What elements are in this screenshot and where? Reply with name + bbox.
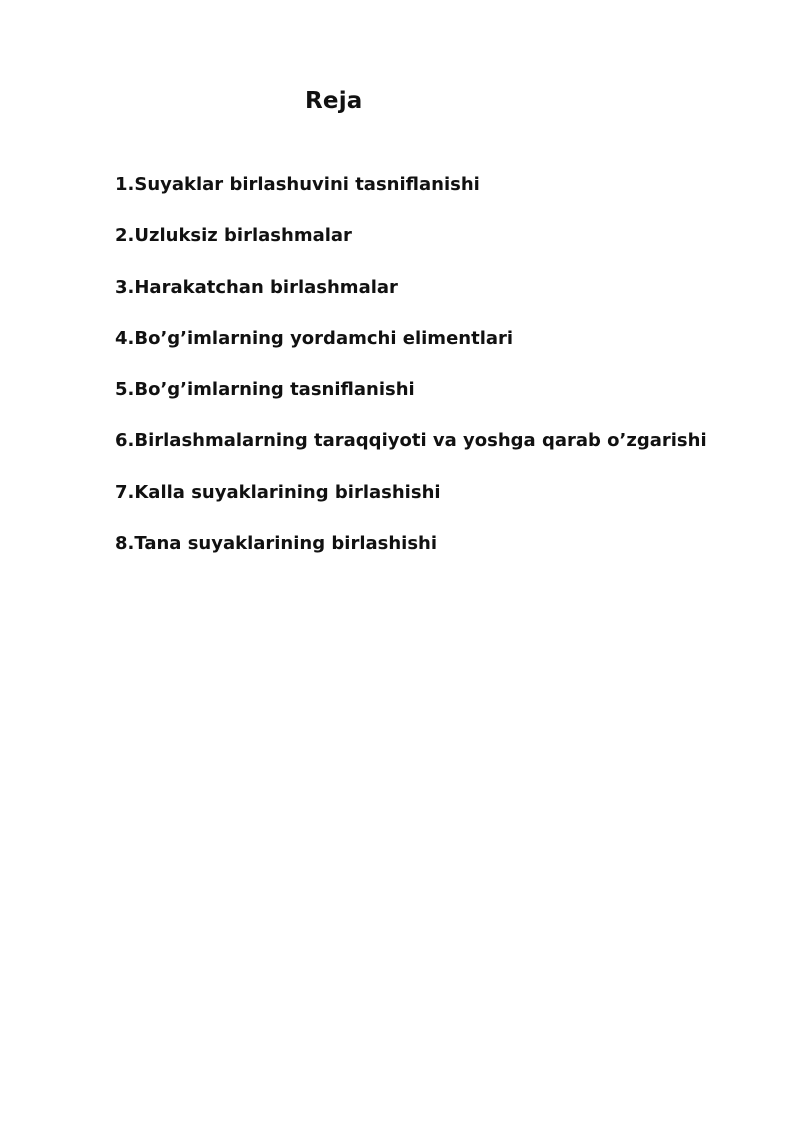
plan-item-1: 1.Suyaklar birlashuvini tasniflanishi: [115, 174, 480, 195]
plan-item-7: 7.Kalla suyaklarining birlashishi: [115, 481, 441, 503]
plan-item-8: 8.Tana suyaklarining birlashishi: [115, 533, 438, 555]
page-title: Reja: [305, 88, 363, 114]
plan-item-4: 4.Bo’g’imlarning yordamchi elimentlari: [115, 327, 514, 349]
plan-item-5: 5.Bo’g’imlarning tasniflanishi: [115, 379, 415, 401]
plan-list: [115, 171, 707, 581]
plan-item-2: 2.Uzluksiz birlashmalar: [115, 225, 352, 247]
plan-item-3: 3.Harakatchan birlashmalar: [115, 276, 398, 298]
plan-item-6: 6.Birlashmalarning taraqqiyoti va yoshga qarab o’zgarishi: [115, 430, 707, 452]
